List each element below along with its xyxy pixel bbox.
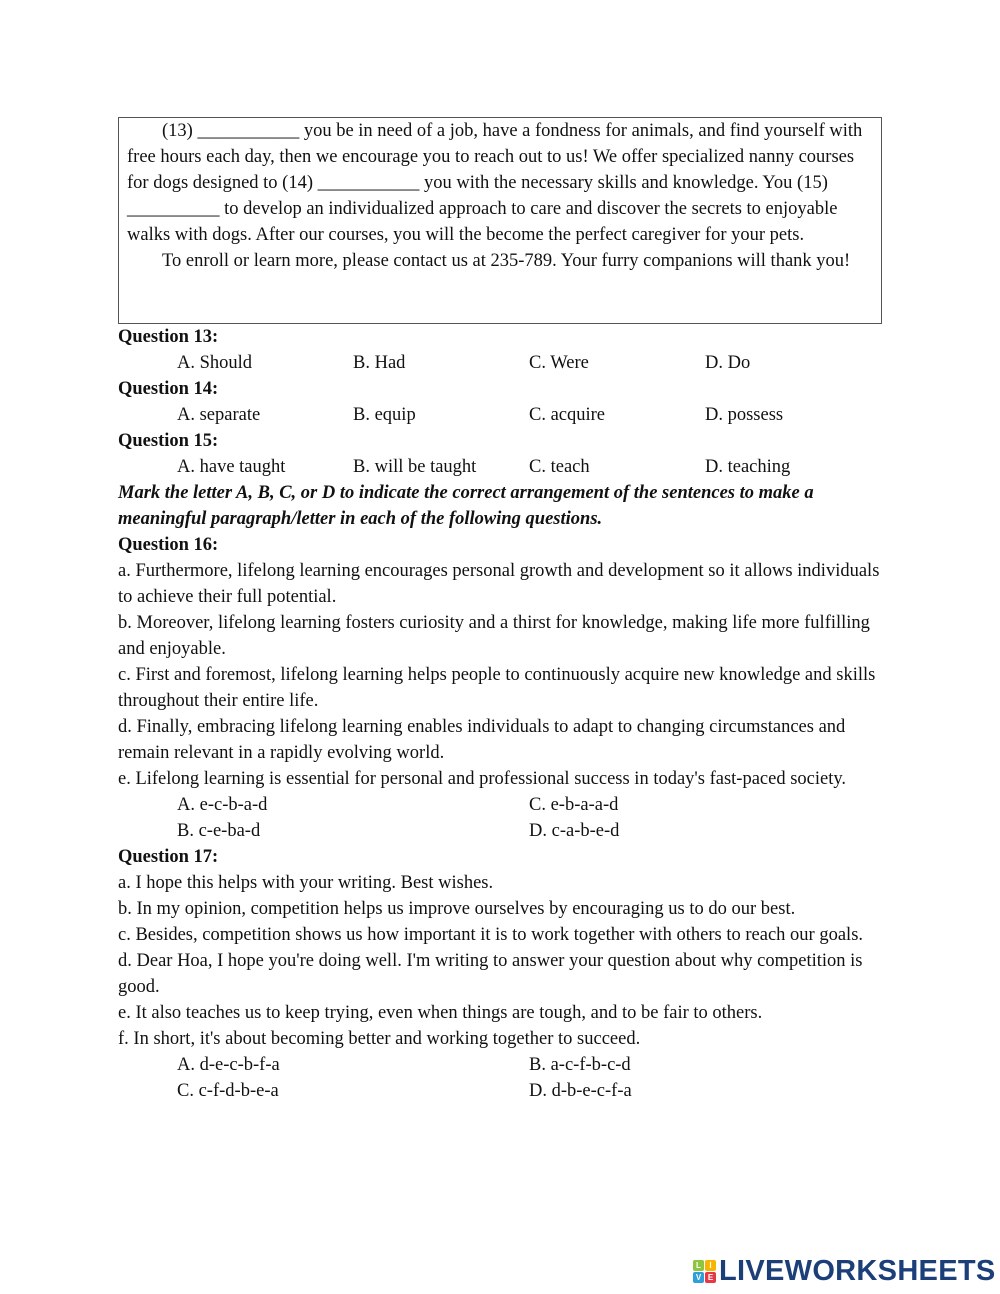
- logo-tile: V: [693, 1272, 704, 1283]
- question-17-options: [118, 1052, 882, 1104]
- sentence-d: d. Finally, embracing lifelong learning enables individuals to adapt to changing circumstances and remain relevant in a rapidly evolving world.: [118, 717, 846, 763]
- logo-tile: L: [693, 1260, 704, 1271]
- question-17-title: Question 17:: [118, 847, 219, 867]
- liveworksheets-logo: [693, 1255, 996, 1288]
- sentence-c: c. First and foremost, lifelong learning helps people to continuously acquire new knowledge and skills throughout their entire life.: [118, 665, 876, 711]
- question-16-options: [118, 792, 882, 844]
- reading-passage-box: [118, 117, 882, 324]
- option-a[interactable]: A. e-c-b-a-d: [177, 795, 268, 815]
- option-c[interactable]: C. c-f-d-b-e-a: [177, 1081, 279, 1101]
- sentence-e: e. Lifelong learning is essential for personal and professional success in today's fast-paced society.: [118, 769, 847, 789]
- option-c[interactable]: C. acquire: [529, 405, 606, 425]
- option-a[interactable]: A. have taught: [177, 457, 286, 477]
- sentence-c: c. Besides, competition shows us how important it is to work together with others to reach our goals.: [118, 925, 864, 945]
- sentence-e: e. It also teaches us to keep trying, even when things are tough, and to be fair to others.: [118, 1003, 763, 1023]
- logo-tile: I: [705, 1260, 716, 1271]
- question-16-title: Question 16:: [118, 535, 219, 555]
- option-b[interactable]: B. equip: [353, 405, 416, 425]
- option-b[interactable]: B. will be taught: [353, 457, 477, 477]
- option-b[interactable]: B. c-e-ba-d: [177, 821, 261, 841]
- option-d[interactable]: D. teaching: [705, 457, 791, 477]
- option-a[interactable]: A. d-e-c-b-f-a: [177, 1055, 280, 1075]
- logo-tile: E: [705, 1272, 716, 1283]
- option-a[interactable]: A. Should: [177, 353, 253, 373]
- question-13-title: Question 13:: [118, 327, 219, 347]
- option-b[interactable]: B. Had: [353, 353, 406, 373]
- passage-paragraph-1: (13) ___________ you be in need of a job, have a fondness for animals, and find yourself with free hours each day, then we encourage you to reach out to us! We offer specialized nanny courses for dogs designed to (14) ___________ you with the necessary skills and knowledge. You (15) __________ to develop an individualized approach to care and discover the secrets to enjoyable walks with dogs. After our courses, you will the become the perfect caregiver for your pets.: [127, 121, 863, 245]
- question-14-options: [118, 402, 882, 428]
- option-d[interactable]: D. Do: [705, 353, 751, 373]
- option-d[interactable]: D. d-b-e-c-f-a: [529, 1081, 632, 1101]
- logo-text: LIVEWORKSHEETS: [719, 1255, 996, 1287]
- option-c[interactable]: C. Were: [529, 353, 589, 373]
- sentence-d: d. Dear Hoa, I hope you're doing well. I'm writing to answer your question about why competition is good.: [118, 951, 863, 997]
- question-14-title: Question 14:: [118, 379, 219, 399]
- question-15-options: [118, 454, 882, 480]
- worksheet-page: [118, 117, 882, 1104]
- option-d[interactable]: D. c-a-b-e-d: [529, 821, 620, 841]
- sentence-a: a. Furthermore, lifelong learning encourages personal growth and development so it allows individuals to achieve their full potential.: [118, 561, 880, 607]
- passage-paragraph-2: To enroll or learn more, please contact us at 235-789. Your furry companions will thank you!: [162, 251, 851, 271]
- sentence-b: b. Moreover, lifelong learning fosters curiosity and a thirst for knowledge, making life more fulfilling and enjoyable.: [118, 613, 870, 659]
- sentence-f: f. In short, it's about becoming better and working together to succeed.: [118, 1029, 641, 1049]
- option-d[interactable]: D. possess: [705, 405, 784, 425]
- section-instruction: Mark the letter A, B, C, or D to indicate the correct arrangement of the sentences to make a meaningful paragraph/letter in each of the following questions.: [118, 483, 814, 529]
- option-a[interactable]: A. separate: [177, 405, 261, 425]
- question-13-options: [118, 350, 882, 376]
- option-c[interactable]: C. teach: [529, 457, 590, 477]
- logo-tiles-icon: [693, 1260, 716, 1283]
- sentence-b: b. In my opinion, competition helps us improve ourselves by encouraging us to do our best.: [118, 899, 796, 919]
- question-15-title: Question 15:: [118, 431, 219, 451]
- sentence-a: a. I hope this helps with your writing. Best wishes.: [118, 873, 494, 893]
- option-b[interactable]: B. a-c-f-b-c-d: [529, 1055, 631, 1075]
- option-c[interactable]: C. e-b-a-a-d: [529, 795, 619, 815]
